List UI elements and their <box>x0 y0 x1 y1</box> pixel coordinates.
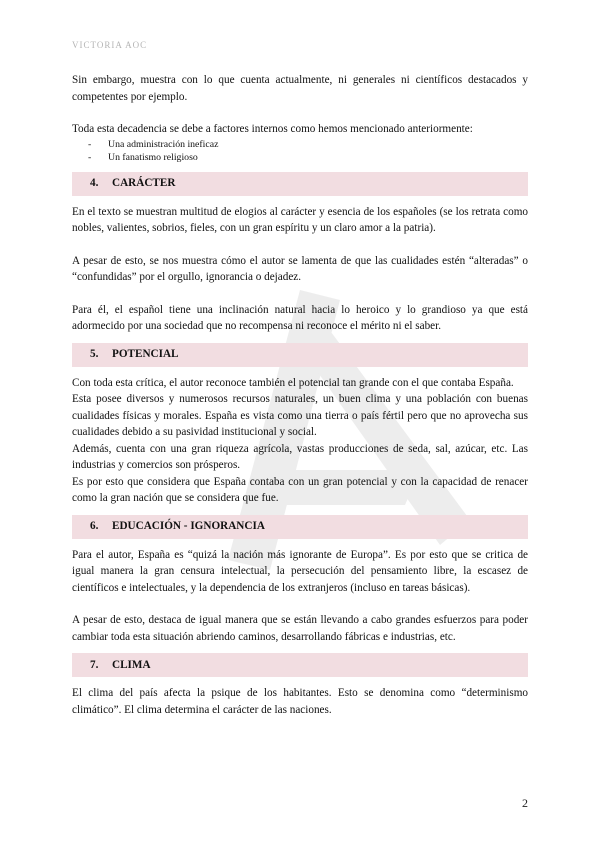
section-number: 6. <box>90 520 99 533</box>
paragraph: Para él, el español tiene una inclinación natural hacia lo heroico y lo grandioso ya que está adormecido por una sociedad que no recompensa ni reconoce el mérito ni el saber. <box>72 303 528 332</box>
section-heading-educacion <box>72 515 528 539</box>
list-item: - Una administración ineficaz <box>72 138 528 151</box>
section-heading-clima <box>72 653 528 677</box>
paragraph-line: Además, cuenta con una gran riqueza agrícola, vastas producciones de seda, sal, azúcar, etc. Las industrias y comercios son prósperos. <box>72 442 528 471</box>
section-title: CARÁCTER <box>112 177 176 190</box>
paragraph-line: Es por esto que considera que España contaba con un gran potencial y con la capacidad de renacer como la gran nación que se considera que fue. <box>72 475 528 504</box>
intro-paragraph: Toda esta decadencia se debe a factores internos como hemos mencionado anteriormente: <box>72 123 473 135</box>
paragraph: En el texto se muestran multitud de elogios al carácter y esencia de los españoles (se los retrata como nobles, valientes, sobrios, fieles, con un gran espíritu y un claro amor a la patria). <box>72 205 528 234</box>
section-heading-caracter <box>72 172 528 196</box>
section-title: EDUCACIÓN - IGNORANCIA <box>112 520 265 533</box>
paragraph: A pesar de esto, se nos muestra cómo el autor se lamenta de que las cualidades estén “alteradas” o “confundidas” por el orgullo, ignorancia o dejadez. <box>72 254 528 283</box>
section-title: POTENCIAL <box>112 348 179 361</box>
paragraph: Para el autor, España es “quizá la nación más ignorante de Europa”. Es por esto que se critica de igual manera la gran censura intelectual, la persecución del pensamiento libre, la escasez de científicos e intelectuales, y la dependencia de los extranjeros (incluso en tareas básicas). <box>72 548 528 594</box>
section-title: CLIMA <box>112 658 151 671</box>
section-heading-potencial <box>72 343 528 367</box>
section-number: 5. <box>90 348 99 361</box>
intro-paragraph: Sin embargo, muestra con lo que cuenta actualmente, ni generales ni científicos destacados y competentes por ejemplo. <box>72 74 528 103</box>
section-number: 7. <box>90 658 99 671</box>
list-item: - Un fanatismo religioso <box>72 151 528 164</box>
paragraph: A pesar de esto, destaca de igual manera que se están llevando a cabo grandes esfuerzos para poder cambiar toda esta situación abriendo caminos, desarrollando fábricas e industrias, etc. <box>72 614 528 643</box>
paragraph-line: Con toda esta crítica, el autor reconoce también el potencial tan grande con el que contaba España. <box>72 376 514 389</box>
header-mark: VICTORIA AOC <box>72 40 148 50</box>
document-body <box>72 72 528 718</box>
paragraph-line: Esta posee diversos y numerosos recursos naturales, un buen clima y una población con buenas cualidades físicas y morales. España es vista como una tierra o país fértil pero que no aprovecha sus cualidades debido a su pasividad institucional y social. <box>72 393 528 438</box>
page-number: 2 <box>522 796 528 810</box>
paragraph: El clima del país afecta la psique de los habitantes. Esto se denomina como “determinismo climático”. El clima determina el carácter de las naciones. <box>72 687 528 716</box>
section-number: 4. <box>90 177 99 190</box>
factor-list <box>72 138 528 164</box>
